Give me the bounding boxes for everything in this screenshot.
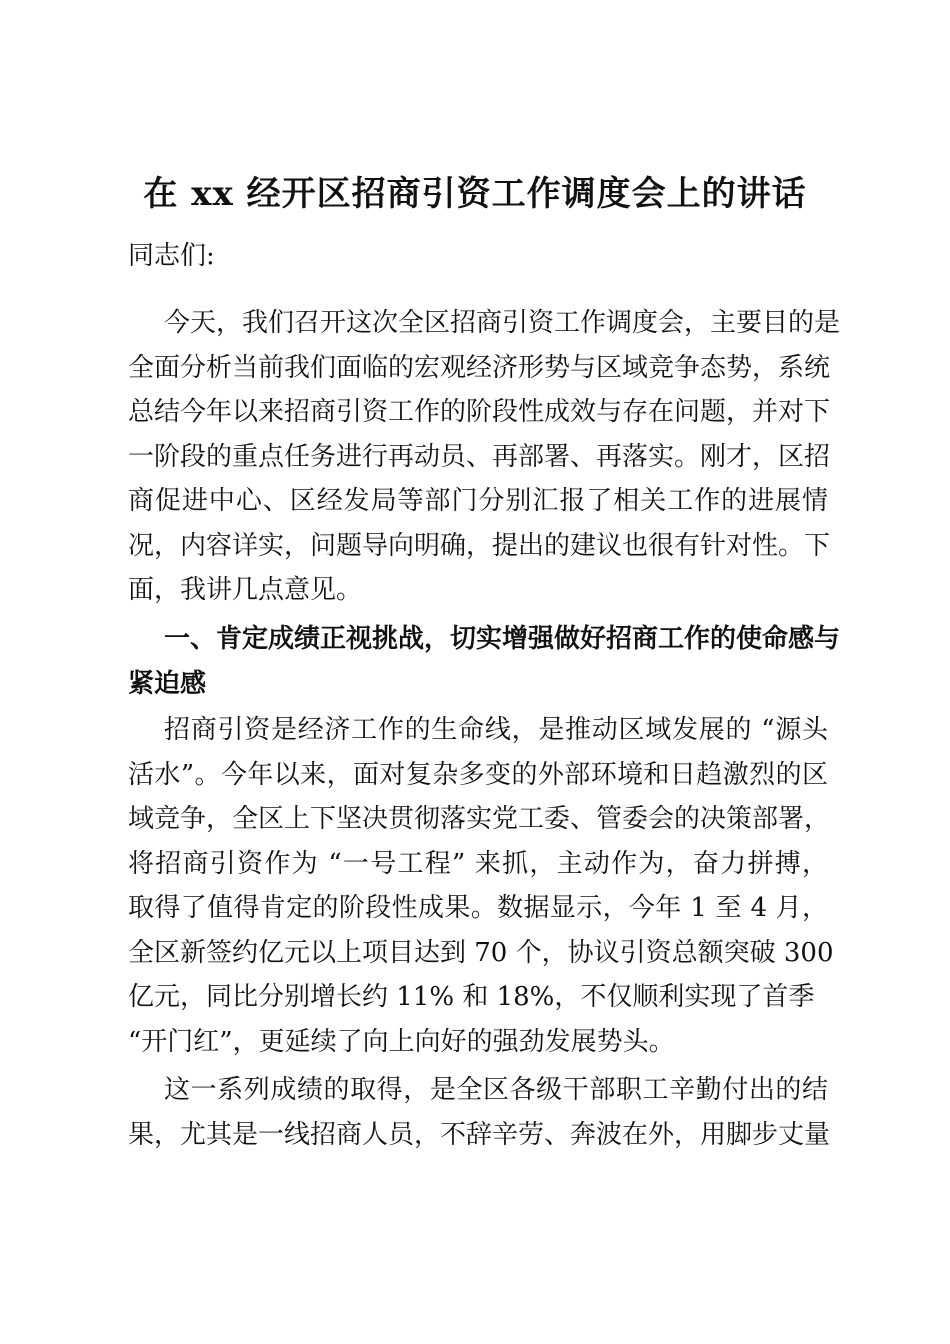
paragraph-line: 全面分析当前我们面临的宏观经济形势与区域竞争态势，系统 [128, 352, 831, 383]
paragraph-line: 况，内容详实，问题导向明确，提出的建议也很有针对性。下 [128, 530, 831, 561]
paragraph-line: 一阶段的重点任务进行再动员、再部署、再落实。刚才，区招 [128, 441, 831, 472]
paragraph-line: 全区新签约亿元以上项目达到 70 个，协议引资总额突破 300 [128, 937, 834, 968]
paragraph-line: 面，我讲几点意见。 [128, 575, 363, 605]
salutation: 同志们: [128, 241, 215, 271]
paragraph-line: 果，尤其是一线招商人员，不辞辛劳、奔波在外，用脚步丈量 [128, 1119, 831, 1150]
paragraph-line: “开门红”，更延续了向上向好的强劲发展势头。 [128, 1026, 675, 1057]
section-heading-1 [128, 617, 841, 706]
paragraph-line: 将招商引资作为 “一号工程” 来抓，主动作为，奋力拼搏， [128, 848, 828, 879]
paragraph-line: 亿元，同比分别增长约 11% 和 18%，不仅顺利实现了首季 [128, 982, 815, 1012]
paragraph-line: 这一系列成绩的取得，是全区各级干部职工辛勤付出的结 [164, 1075, 828, 1105]
paragraph-3 [128, 1068, 831, 1157]
document-title: 在 xx 经开区招商引资工作调度会上的讲话 [143, 174, 807, 214]
paragraph-line: 活水”。今年以来，面对复杂多变的外部环境和日趋激烈的区 [128, 759, 828, 790]
heading-line: 紧迫感 [128, 668, 207, 699]
paragraph-1 [128, 301, 841, 613]
paragraph-2 [128, 708, 834, 1064]
paragraph-line: 招商引资是经济工作的生命线，是推动区域发展的 “源头 [164, 715, 828, 745]
paragraph-line: 今天，我们召开这次全区招商引资工作调度会，主要目的是 [164, 308, 841, 338]
paragraph-line: 总结今年以来招商引资工作的阶段性成效与存在问题，并对下 [128, 397, 831, 427]
paragraph-line: 取得了值得肯定的阶段性成果。数据显示，今年 1 至 4 月， [128, 893, 828, 923]
paragraph-line: 域竞争，全区上下坚决贯彻落实党工委、管委会的决策部署， [128, 804, 831, 834]
paragraph-line: 商促进中心、区经发局等部门分别汇报了相关工作的进展情 [128, 486, 828, 516]
heading-line: 一、肯定成绩正视挑战，切实增强做好招商工作的使命感与 [164, 624, 841, 654]
